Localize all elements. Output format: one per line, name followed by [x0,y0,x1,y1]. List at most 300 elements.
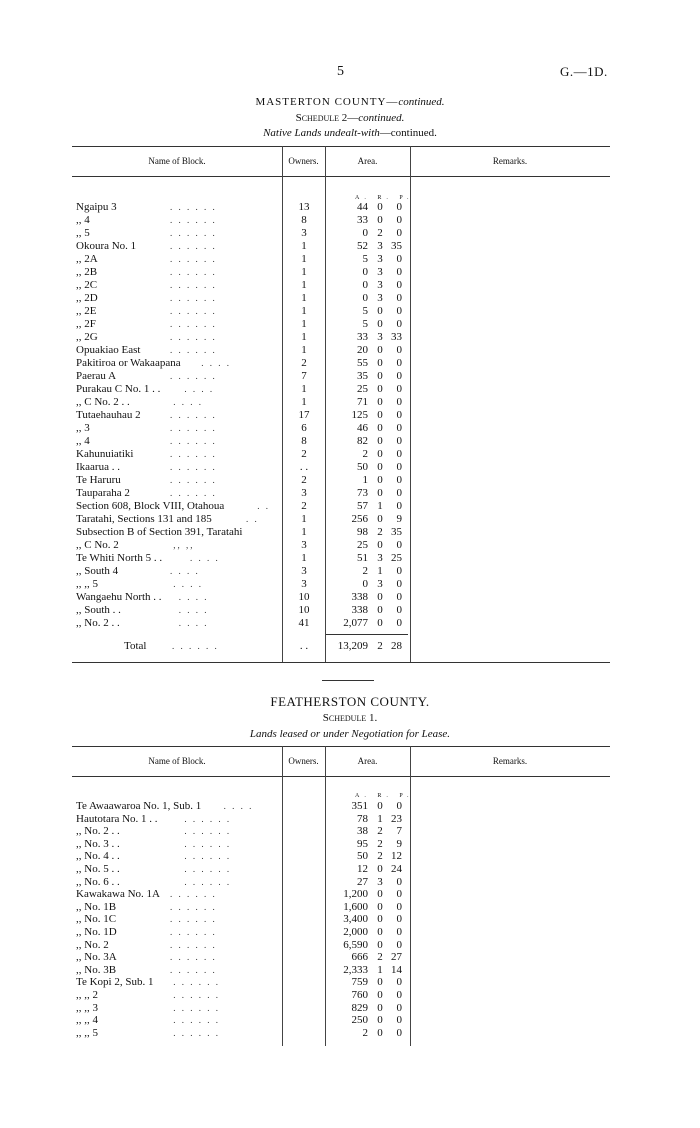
table-row [0,989,700,1002]
roods-cell: 0 [377,305,383,317]
perches-cell: 0 [396,1014,402,1027]
leader-dots: . . . . . . [173,1002,220,1013]
perches-cell: 0 [396,900,402,913]
owners-cell: 1 [301,240,307,252]
block-name: ,, ,, 3 [76,1001,98,1014]
acres-cell: 6,590 [343,938,368,951]
table-row [0,578,700,591]
acres-cell: 46 [357,422,368,434]
leader-dots: . . . . . . [170,964,217,975]
table-row [0,850,700,863]
acres-cell: 50 [357,850,368,863]
roods-cell: 0 [377,435,383,447]
block-name: Section 608, Block VIII, Otahoua [76,500,225,512]
acres-cell: 1 [362,474,368,486]
block-name: Te Awaawaroa No. 1, Sub. 1 [76,800,202,812]
table-row [0,331,700,344]
roods-cell: 3 [377,331,383,343]
table-row [0,318,700,331]
acres-cell: 760 [351,989,368,1001]
leader-dots: . . . . [184,384,215,394]
block-name: ,, No. 2 . . [76,617,120,629]
acres-cell: 256 [351,513,368,525]
perches-cell: 0 [396,591,402,603]
perches-cell: 33 [391,331,402,343]
block-name: ,, C No. 2 [76,539,119,551]
block-name: ,, South . . [76,604,121,616]
perches-cell: 0 [396,888,402,901]
owners-cell: 1 [301,396,307,408]
acres-cell: 2 [362,1026,368,1039]
leader-dots: . . . . . . [170,939,217,950]
table1-header-owners: Owners. [288,156,319,166]
table-row [0,964,700,977]
perches-cell: 0 [396,565,402,577]
leader-dots: . . . . . . [170,202,217,212]
acres-cell: 2 [362,448,368,460]
perches-cell: 0 [396,617,402,629]
perches-cell: 0 [396,938,402,951]
perches-cell: 0 [396,500,402,512]
roods-cell: 0 [377,474,383,486]
roods-cell: 3 [377,578,383,590]
acres-cell: 1,600 [343,900,368,913]
table-row [0,939,700,952]
roods-cell: 0 [377,214,383,226]
acres-cell: 338 [351,591,368,603]
table1-header-remarks: Remarks. [492,156,528,166]
table2-header-area: Area. [357,756,378,766]
total-label: Total [124,640,147,652]
table-row [0,240,700,253]
table-row [0,1027,700,1040]
leader-dots: . . . . . . [170,215,217,225]
roods-cell: 0 [377,461,383,473]
block-name: ,, C No. 2 . . [76,396,130,408]
table2-header-owners: Owners. [288,756,319,766]
block-name: ,, No. 4 . . [76,850,120,863]
perches-cell: 0 [396,253,402,265]
acres-cell: 55 [357,357,368,369]
roods-cell: 0 [377,448,383,460]
owners-cell: 1 [301,526,307,538]
owners-cell: 3 [301,578,307,590]
roods-cell: 0 [377,487,383,499]
roods-cell: 0 [377,357,383,369]
block-name: ,, No. 3B [76,963,117,976]
owners-cell: 8 [301,435,307,447]
section-separator [322,680,374,681]
table-row [0,825,700,838]
leader-dots: . . . . . . [170,462,217,472]
roods-cell: 0 [377,617,383,629]
roods-cell: 3 [377,266,383,278]
acres-cell: 98 [357,526,368,538]
table1-bottom-rule [72,662,610,663]
acres-cell: 5 [362,305,368,317]
table2-top-rule [72,746,610,747]
owners-cell: 10 [298,591,310,603]
perches-cell: 0 [396,396,402,408]
table-row [0,926,700,939]
acres-cell: 351 [351,800,368,812]
owners-cell: 3 [301,565,307,577]
owners-cell: 7 [301,370,307,382]
table-row [0,813,700,826]
block-name: ,, 2F [76,318,96,330]
owners-cell: 6 [301,422,307,434]
acres-cell: 20 [357,344,368,356]
perches-cell: 0 [396,370,402,382]
block-name: ,, 2C [76,279,98,291]
block-name: Pakitiroa or Wakaapana [76,357,181,369]
leader-dots: . . . . . . [170,306,217,316]
owners-cell: 1 [301,513,307,525]
roods-cell: 0 [377,938,383,951]
perches-cell: 0 [396,292,402,304]
acres-cell: 51 [357,552,368,564]
block-name: ,, 2D [76,292,98,304]
block-name: ,, 2B [76,266,98,278]
acres-cell: 33 [357,331,368,343]
leader-dots: . . . . . . [170,901,217,912]
leader-dots: . . . . . . [170,889,217,900]
acres-cell: 0 [362,279,368,291]
leader-dots: . . . . . . [184,864,232,874]
block-name: ,, No. 5 . . [76,863,120,875]
leader-dots: . . . . . . [170,423,217,433]
roods-cell: 0 [377,900,383,913]
leader-dots: . . . . . . [170,228,217,238]
table-row [0,513,700,526]
acres-cell: 35 [357,370,368,382]
acres-cell: 33 [357,214,368,226]
owners-cell: 10 [298,604,310,616]
leader-dots: . . . . . . [170,475,217,485]
table-row [0,279,700,292]
owners-cell: 1 [301,253,307,265]
block-name: ,, 4 [76,435,90,447]
roods-cell: 0 [377,201,383,213]
perches-cell: 0 [396,926,402,938]
leader-dots: . . . . . . [170,254,217,264]
roods-cell: 0 [377,591,383,603]
perches-cell: 9 [396,837,402,850]
roods-cell: 2 [377,837,383,850]
roods-cell: 2 [377,850,383,863]
acres-cell: 44 [357,201,368,213]
leader-dots: . . . . [223,801,254,811]
perches-cell: 0 [396,409,402,421]
block-name: ,, South 4 [76,565,119,577]
table1-top-rule [72,146,610,147]
perches-cell: 0 [396,578,402,590]
table-row [0,383,700,396]
table2-units: A. R. P. [355,793,414,799]
table-row [0,487,700,500]
roods-cell: 0 [377,513,383,525]
owners-cell: 2 [301,474,307,486]
owners-cell: 1 [301,331,307,343]
roods-cell: 3 [377,875,383,888]
roods-cell: 0 [377,370,383,382]
section2-county-title: FEATHERSTON COUNTY. [270,694,430,709]
owners-cell: 2 [301,448,307,460]
perches-cell: 27 [391,951,402,964]
owners-cell: . . [299,461,309,473]
roods-cell: 0 [377,539,383,551]
leader-dots: . . . . . . [173,1015,220,1026]
table-row [0,1014,700,1027]
leader-dots: . . . . . . [173,977,220,988]
roods-cell: 3 [377,253,383,265]
table-row [0,976,700,989]
leader-dots: . . . . . . [184,838,232,849]
block-name: Kahunuiatiki [76,448,134,460]
roods-cell: 0 [377,344,383,356]
perches-cell: 0 [396,461,402,473]
table-row [0,344,700,357]
perches-cell: 24 [391,863,402,875]
owners-cell: 1 [301,266,307,278]
roods-cell: 0 [377,1001,383,1014]
table-row [0,370,700,383]
table-row [0,474,700,487]
section1-county-title [0,96,700,108]
section2-schedule: Schedule 1. [322,712,378,724]
acres-cell: 95 [357,837,368,850]
table-row [0,292,700,305]
leader-dots: . . . . [178,592,209,602]
roods-cell: 2 [377,825,383,838]
owners-cell: 13 [298,201,310,213]
table2-header-name: Name of Block. [148,756,206,766]
acres-cell: 57 [357,500,368,512]
block-name: ,, 3 [76,422,90,434]
perches-cell: 0 [396,435,402,447]
perches-cell: 35 [391,526,402,538]
roods-cell: 0 [377,1026,383,1039]
roods-cell: 3 [377,292,383,304]
roods-cell: 0 [377,800,383,812]
block-name: Purakau C No. 1 . . [76,383,161,395]
table-row [0,201,700,214]
table-row [0,357,700,370]
perches-cell: 0 [396,976,402,989]
roods-cell: 0 [377,913,383,926]
leader-dots: . . . . . . [170,488,217,498]
perches-cell: 9 [396,513,402,525]
leader-dots: . . . . . . [170,952,217,963]
table-row [0,214,700,227]
leader-dots: . . [246,514,259,524]
perches-cell: 0 [396,1001,402,1014]
leader-dots: . . . . [173,579,203,589]
table1-header-name: Name of Block. [148,156,206,166]
acres-cell: 52 [357,240,368,252]
block-name: Kawakawa No. 1A [76,888,160,901]
perches-cell: 0 [396,474,402,486]
roods-cell: 1 [377,500,383,512]
table1-header-area: Area. [357,156,378,166]
perches-cell: 0 [396,800,402,812]
block-name: ,, 2G [76,331,98,343]
acres-cell: 2,077 [343,617,368,629]
acres-cell: 12 [357,863,368,875]
perches-cell: 0 [396,305,402,317]
acres-cell: 829 [351,1001,368,1014]
total-perches: 28 [391,640,402,652]
total-acres: 13,209 [337,640,368,652]
block-name: Te Kopi 2, Sub. 1 [76,976,154,989]
table-row [0,227,700,240]
owners-cell: 1 [301,318,307,330]
acres-cell: 0 [362,578,368,590]
block-name: ,, 2E [76,305,97,317]
leader-dots: . . . . . . [170,436,217,446]
roods-cell: 0 [377,888,383,901]
total-dots: . . . . . . [172,641,219,651]
leader-dots: . . . . . . [170,293,217,303]
block-name: Taratahi, Sections 131 and 185 [76,513,212,525]
roods-cell: 0 [377,318,383,330]
block-name: Subsection B of Section 391, Taratahi [76,526,243,538]
perches-cell: 0 [396,539,402,551]
section1-subtitle-text: Native Lands undealt-with [263,127,380,139]
block-name: ,, No. 1B [76,900,117,913]
owners-cell: 1 [301,305,307,317]
acres-cell: 2,000 [343,926,368,938]
roods-cell: 0 [377,863,383,875]
acres-cell: 2 [362,565,368,577]
section1-county-name: MASTERTON COUNTY— [255,96,399,108]
perches-cell: 0 [396,422,402,434]
table-row [0,876,700,889]
leader-dots: . . . . . . [170,410,217,420]
owners-cell: 3 [301,539,307,551]
roods-cell: 1 [377,565,383,577]
perches-cell: 0 [396,279,402,291]
perches-cell: 0 [396,344,402,356]
roods-cell: 2 [377,951,383,964]
perches-cell: 0 [396,913,402,926]
leader-dots: . . . . . . [170,927,217,937]
block-name: ,, No. 3 . . [76,837,120,850]
table-row [0,396,700,409]
perches-cell: 0 [396,383,402,395]
block-name: ,, No. 2 . . [76,825,120,838]
leader-dots: . . . . . . [170,345,217,355]
perches-cell: 0 [396,357,402,369]
roods-cell: 3 [377,240,383,252]
block-name: Hautotara No. 1 . . [76,812,158,825]
owners-cell: 3 [301,487,307,499]
perches-cell: 0 [396,1026,402,1039]
acres-cell: 125 [351,409,368,421]
total-rule [326,634,408,635]
leader-dots: . . . . [170,566,200,576]
total-owners: . . [299,640,309,652]
roods-cell: 2 [377,227,383,239]
owners-cell: 1 [301,383,307,395]
roods-cell: 0 [377,989,383,1001]
acres-cell: 27 [357,875,368,888]
block-name: Te Haruru [76,474,121,486]
roods-cell: 2 [377,526,383,538]
perches-cell: 0 [396,227,402,239]
leader-dots: . . . . [178,605,209,615]
roods-cell: 0 [377,422,383,434]
owners-cell: 17 [298,409,310,421]
roods-cell: 3 [377,279,383,291]
roods-cell: 0 [377,1014,383,1027]
table-row [0,305,700,318]
leader-dots: . . . . . . [184,826,232,837]
leader-dots: . . . . [190,553,220,563]
acres-cell: 5 [362,253,368,265]
table-row [0,461,700,474]
block-name: ,, ,, 5 [76,1026,98,1039]
block-name: ,, ,, 2 [76,989,98,1001]
section1-schedule-label: Schedule 2— [295,112,359,124]
block-name: ,, No. 3A [76,951,117,964]
total-row [0,640,700,653]
leader-dots: ,, ,, [173,540,195,550]
block-name: Tauparaha 2 [76,487,130,499]
roods-cell: 3 [377,552,383,564]
acres-cell: 250 [351,1014,368,1027]
leader-dots: . . . . . . [184,813,232,824]
acres-cell: 666 [351,951,368,964]
leader-dots: . . . . . . [170,280,217,290]
leader-dots: . . [257,501,270,511]
table-row [0,448,700,461]
table-row [0,422,700,435]
acres-cell: 0 [362,266,368,278]
table-row [0,253,700,266]
roods-cell: 0 [377,409,383,421]
block-name: ,, No. 1D [76,926,117,938]
perches-cell: 0 [396,266,402,278]
roods-cell: 0 [377,976,383,989]
table-row [0,913,700,926]
acres-cell: 2,333 [343,963,368,976]
acres-cell: 78 [357,812,368,825]
section1-subtitle-cont: —continued. [379,127,437,139]
block-name: ,, 5 [76,227,90,239]
perches-cell: 0 [396,201,402,213]
leader-dots: . . . . . . [170,914,217,925]
owners-cell: 1 [301,344,307,356]
block-name: ,, ,, 4 [76,1014,98,1027]
table-row [0,800,700,813]
perches-cell: 12 [391,850,402,863]
roods-cell: 1 [377,963,383,976]
acres-cell: 5 [362,318,368,330]
table-row [0,951,700,964]
perches-cell: 0 [396,875,402,888]
acres-cell: 759 [351,976,368,989]
block-name: ,, 2A [76,253,98,265]
table-row [0,526,700,539]
block-name: Tutaehauhau 2 [76,409,141,421]
roods-cell: 1 [377,812,383,825]
leader-dots: . . . . . . [184,876,232,887]
table2-header-rule [72,776,610,777]
acres-cell: 73 [357,487,368,499]
acres-cell: 25 [357,539,368,551]
perches-cell: 25 [391,552,402,564]
